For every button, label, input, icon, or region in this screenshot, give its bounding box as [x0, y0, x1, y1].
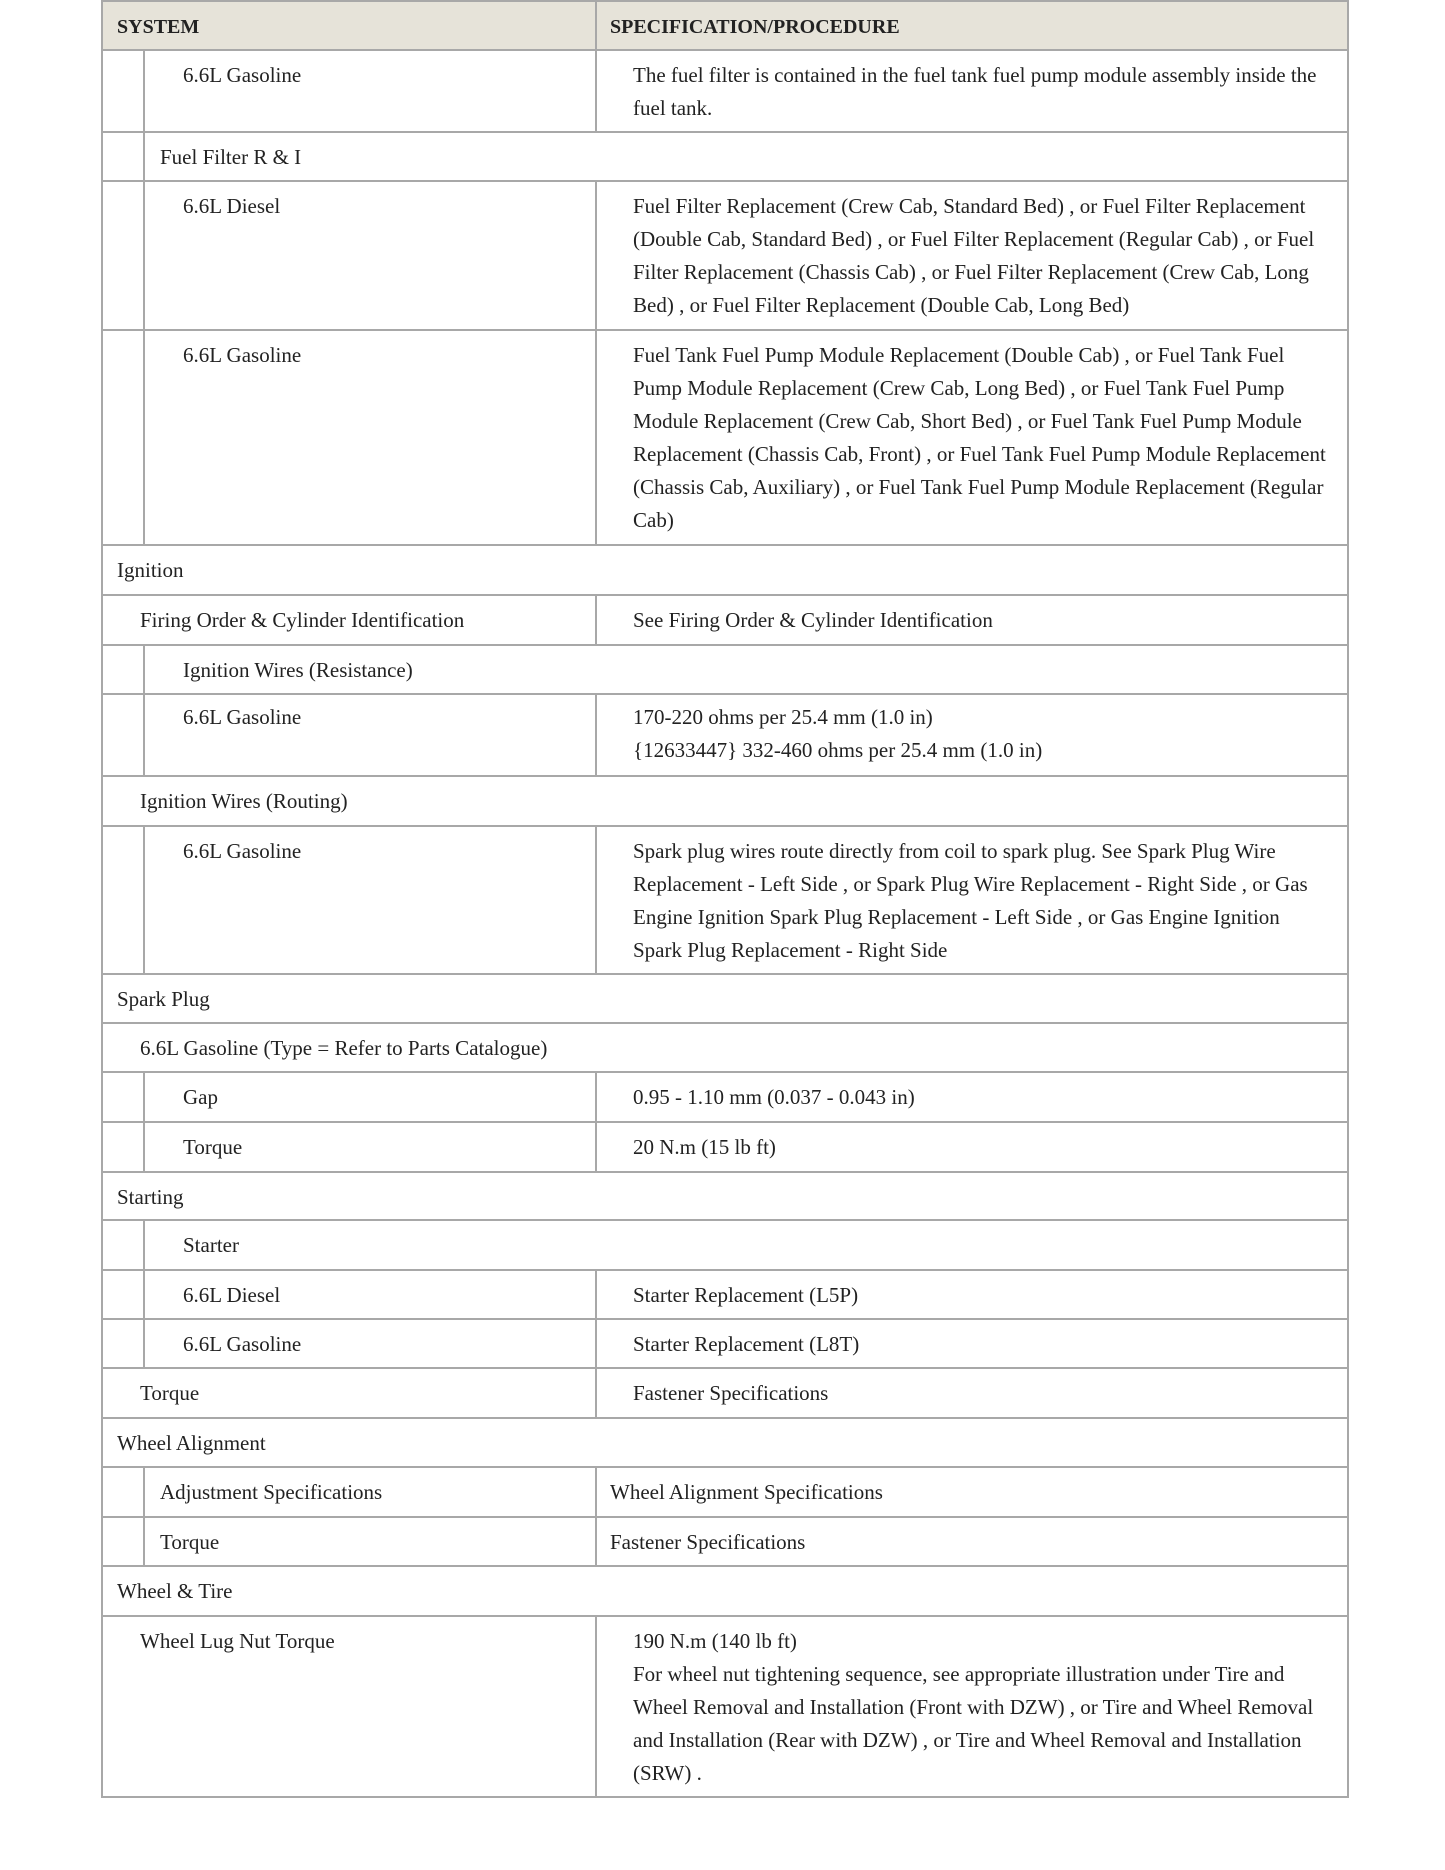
system-cell: 6.6L Gasoline (Type = Refer to Parts Catalogue): [140, 1036, 548, 1060]
section-heading: Wheel & Tire: [117, 1579, 233, 1603]
spec-cell: Fastener Specifications: [610, 1530, 806, 1554]
spec-line: 170-220 ohms per 25.4 mm (1.0 in): [633, 705, 933, 729]
section-heading: Spark Plug: [117, 987, 210, 1011]
table-row: [101, 1617, 1349, 1798]
section-heading: Wheel Alignment: [117, 1431, 266, 1455]
system-cell: Torque: [140, 1381, 200, 1405]
table-row: [101, 1123, 1349, 1173]
table-row: [101, 596, 1349, 646]
table-row: [101, 1419, 1349, 1468]
system-cell: Ignition Wires (Resistance): [183, 658, 413, 682]
spec-line: For wheel nut tightening sequence, see appropriate illustration under Tire and Wheel Removal and Installation (Front with DZW) , or Tire and Wheel Removal and Installation (Rear with DZW) , or Tire and Wheel Removal and Installation (SRW) .: [633, 1662, 1314, 1785]
header-system: SYSTEM: [117, 16, 200, 38]
table-row: [101, 182, 1349, 331]
spec-cell: Spark plug wires route directly from coil to spark plug. See Spark Plug Wire Replacement - Left Side , or Spark Plug Wire Replacement - Right Side , or Gas Engine Ignition Spark Plug Replacement - Left Side , or Gas Engine Ignition Spark Plug Replacement - Right Side: [633, 839, 1308, 962]
system-cell: Starter: [183, 1233, 239, 1257]
spec-table: [101, 0, 1349, 1798]
spec-line: 190 N.m (140 lb ft): [633, 1629, 797, 1653]
system-cell: 6.6L Gasoline: [183, 63, 302, 87]
system-cell: Fuel Filter R & I: [160, 145, 302, 169]
spec-cell: 0.95 - 1.10 mm (0.037 - 0.043 in): [633, 1085, 915, 1109]
spec-cell: Fastener Specifications: [633, 1381, 829, 1405]
spec-line: {12633447} 332-460 ohms per 25.4 mm (1.0 in): [633, 738, 1043, 762]
system-cell: 6.6L Gasoline: [183, 705, 302, 729]
table-row: [101, 975, 1349, 1024]
system-cell: Torque: [183, 1135, 243, 1159]
table-row: [101, 546, 1349, 596]
system-cell: Adjustment Specifications: [160, 1480, 383, 1504]
table-row: [101, 695, 1349, 777]
spec-cell: [633, 701, 1327, 767]
spec-cell: Fuel Filter Replacement (Crew Cab, Standard Bed) , or Fuel Filter Replacement (Double Cab, Standard Bed) , or Fuel Filter Replacement (Regular Cab) , or Fuel Filter Replacement (Chassis Cab) , or Fuel Filter Replacement (Crew Cab, Long Bed) , or Fuel Filter Replacement (Double Cab, Long Bed): [633, 194, 1315, 317]
section-heading: Ignition: [117, 558, 184, 582]
spec-cell: [633, 1625, 1327, 1790]
system-cell: Ignition Wires (Routing): [140, 789, 348, 813]
table-row: [101, 1320, 1349, 1369]
table-row: [101, 1518, 1349, 1567]
table-row: [101, 1271, 1349, 1320]
table-row: [101, 1173, 1349, 1221]
system-cell: Wheel Lug Nut Torque: [140, 1629, 335, 1653]
table-row: [101, 646, 1349, 695]
spec-cell: 20 N.m (15 lb ft): [633, 1135, 776, 1159]
system-cell: 6.6L Gasoline: [183, 1332, 302, 1356]
header-spec: SPECIFICATION/PROCEDURE: [610, 16, 900, 38]
system-cell: Torque: [160, 1530, 220, 1554]
spec-cell: Starter Replacement (L5P): [633, 1283, 859, 1307]
table-row: [101, 133, 1349, 182]
system-cell: 6.6L Diesel: [183, 194, 281, 218]
system-cell: 6.6L Diesel: [183, 1283, 281, 1307]
table-header: [101, 0, 1349, 51]
table-row: [101, 1468, 1349, 1518]
system-cell: Gap: [183, 1085, 218, 1109]
table-row: [101, 1567, 1349, 1617]
table-row: [101, 331, 1349, 546]
spec-cell: See Firing Order & Cylinder Identification: [633, 608, 993, 632]
table-row: [101, 777, 1349, 827]
table-row: [101, 827, 1349, 975]
system-cell: 6.6L Gasoline: [183, 343, 302, 367]
table-row: [101, 1073, 1349, 1123]
table-row: [101, 51, 1349, 133]
system-cell: Firing Order & Cylinder Identification: [140, 608, 465, 632]
system-cell: 6.6L Gasoline: [183, 839, 302, 863]
spec-cell: The fuel filter is contained in the fuel tank fuel pump module assembly inside the fuel tank.: [633, 63, 1317, 120]
table-row: [101, 1369, 1349, 1419]
spec-cell: Fuel Tank Fuel Pump Module Replacement (Double Cab) , or Fuel Tank Fuel Pump Module Replacement (Crew Cab, Long Bed) , or Fuel Tank Fuel Pump Module Replacement (Crew Cab, Short Bed) , or Fuel Tank Fuel Pump Module Replacement (Chassis Cab, Front) , or Fuel Tank Fuel Pump Module Replacement (Chassis Cab, Auxiliary) , or Fuel Tank Fuel Pump Module Replacement (Regular Cab): [633, 343, 1326, 532]
section-heading: Starting: [117, 1185, 184, 1209]
table-row: [101, 1024, 1349, 1073]
spec-cell: Starter Replacement (L8T): [633, 1332, 860, 1356]
table-row: [101, 1221, 1349, 1271]
spec-cell: Wheel Alignment Specifications: [610, 1480, 883, 1504]
